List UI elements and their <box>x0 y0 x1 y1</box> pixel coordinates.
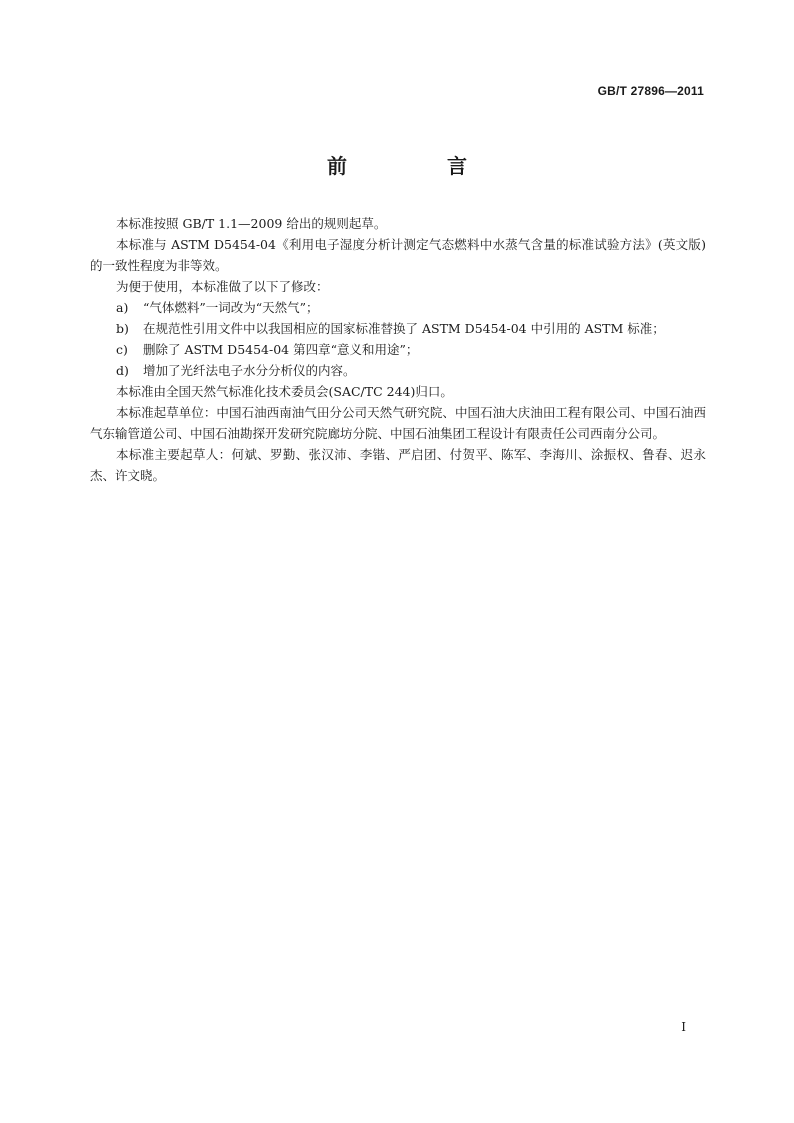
list-item-text: 删除了 ASTM D5454-04 第四章“意义和用途”； <box>143 342 419 357</box>
list-item-text: “气体燃料”一词改为“天然气”； <box>143 300 319 315</box>
paragraph-modifications-intro: 为便于使用，本标准做了以下了修改： <box>116 279 329 294</box>
paragraph-consistency: 本标准与 ASTM D5454-04《利用电子湿度分析计测定气态燃料中水蒸气含量的标准试验方法》(英文版)的一致性程度为非等效。 <box>90 237 706 273</box>
foreword-body <box>90 213 706 486</box>
list-item <box>90 360 706 381</box>
list-marker: a) <box>116 300 129 315</box>
list-marker: b) <box>116 321 129 336</box>
list-item <box>90 318 706 339</box>
paragraph-drafting-units: 本标准起草单位：中国石油西南油气田分公司天然气研究院、中国石油大庆油田工程有限公司、中国石油西气东输管道公司、中国石油勘探开发研究院廊坊分院、中国石油集团工程设计有限责任公司西南分公司。 <box>90 405 706 441</box>
list-item <box>90 339 706 360</box>
standard-code: GB/T 27896—2011 <box>597 84 704 98</box>
list-item-text: 增加了光纤法电子水分分析仪的内容。 <box>143 363 356 378</box>
paragraph-drafting-rules: 本标准按照 GB/T 1.1—2009 给出的规则起草。 <box>116 216 387 231</box>
paragraph-committee: 本标准由全国天然气标准化技术委员会(SAC/TC 244)归口。 <box>116 384 453 399</box>
list-item-text: 在规范性引用文件中以我国相应的国家标准替换了 ASTM D5454-04 中引用的 ASTM 标准； <box>143 321 665 336</box>
page-title: 前 言 <box>327 154 507 178</box>
list-item <box>90 297 706 318</box>
paragraph-drafters: 本标准主要起草人：何斌、罗勤、张汉沛、李锴、严启团、付贺平、陈军、李海川、涂振权、鲁春、迟永杰、许文晓。 <box>90 447 706 483</box>
page-number: I <box>681 1020 686 1034</box>
list-marker: c) <box>116 342 128 357</box>
list-marker: d) <box>116 363 129 378</box>
